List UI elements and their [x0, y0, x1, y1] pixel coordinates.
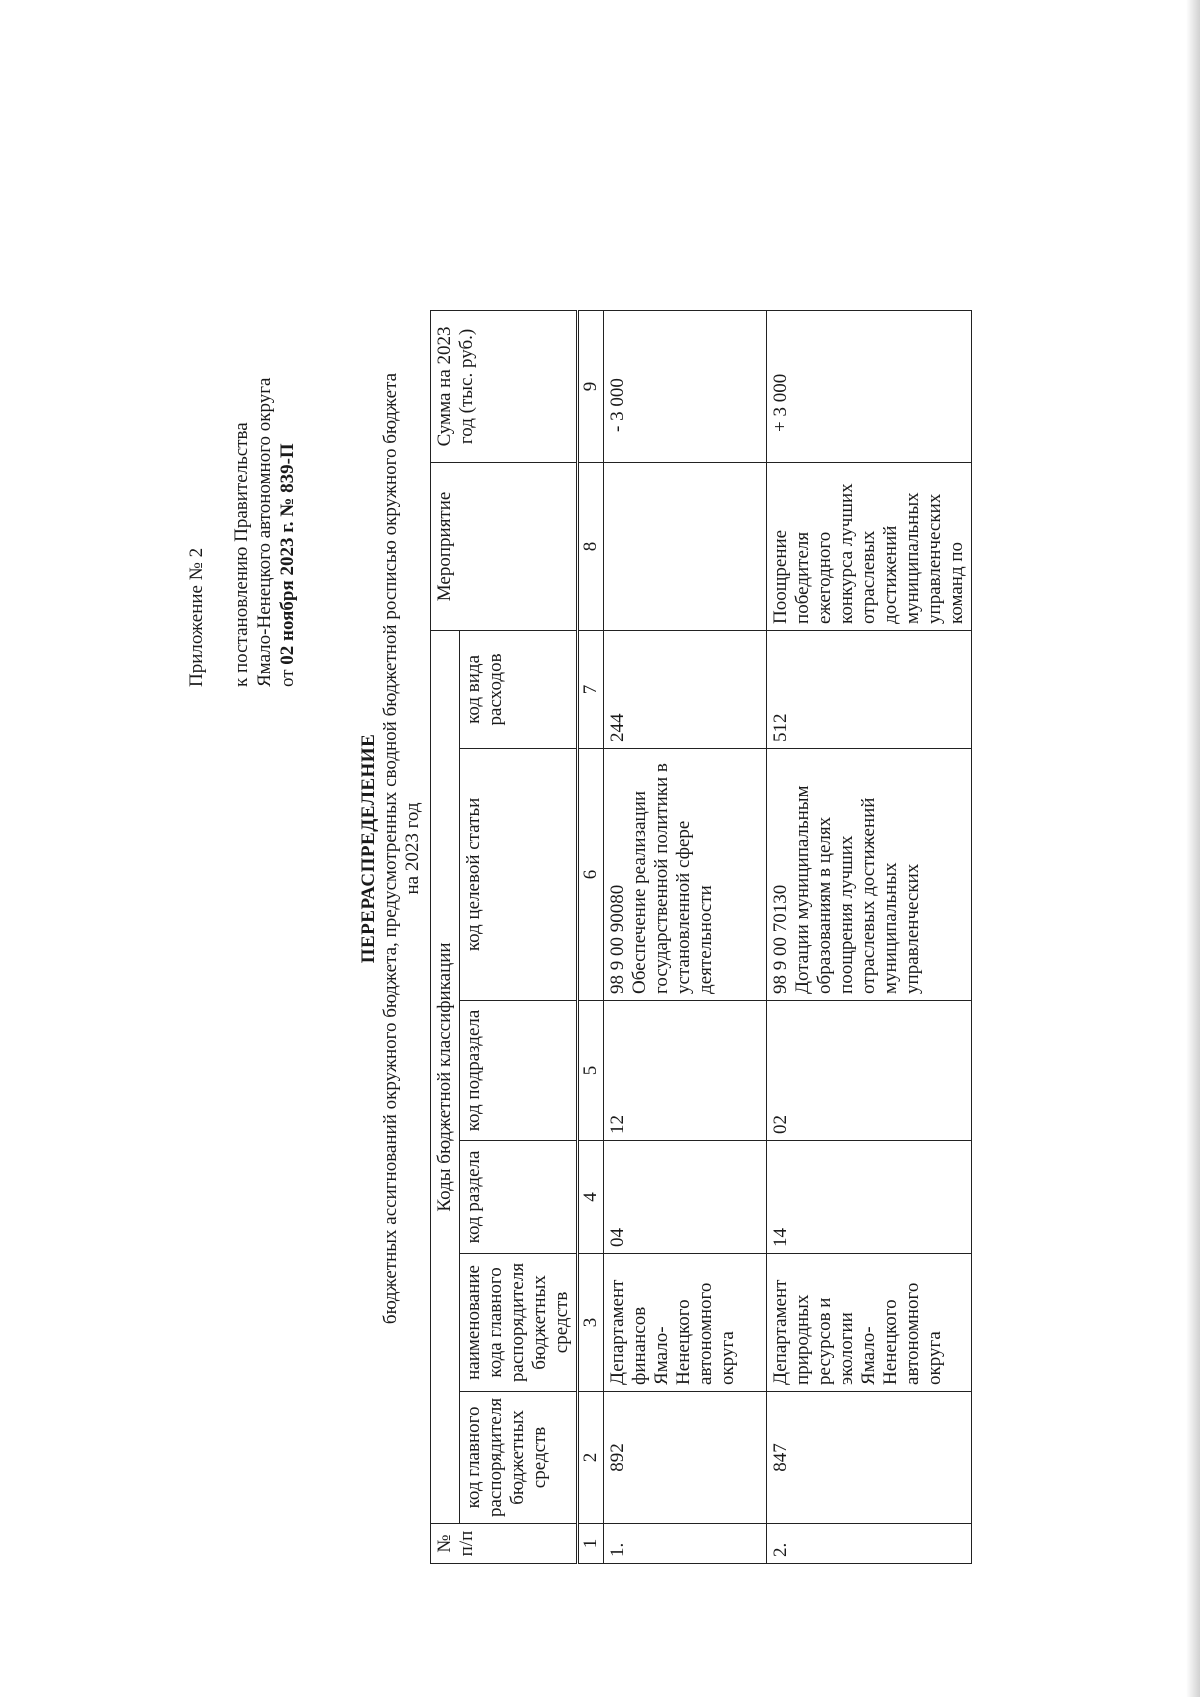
col-number: 6 [578, 748, 604, 1000]
redistribution-table [430, 310, 972, 1564]
col-number: 3 [578, 1253, 604, 1391]
column-number-row [578, 310, 604, 1563]
target-cell [767, 748, 972, 1000]
col-number: 9 [578, 310, 604, 462]
header-activity: Мероприятие [431, 462, 578, 630]
col-number: 7 [578, 630, 604, 748]
header-grbs-name: наименование кода главного распорядителя бюджетных средств [460, 1253, 578, 1391]
header-target: код целевой статьи [460, 748, 578, 1000]
target-code: 98 9 00 70130 [770, 884, 791, 994]
activity-cell: Поощрение победителя ежегодного конкурса лучших отраслевых достижений муниципальных управленческих команд по [767, 462, 972, 630]
col-number: 4 [578, 1140, 604, 1253]
col-number: 5 [578, 1000, 604, 1140]
row-num: 2. [767, 1524, 972, 1564]
table-row [604, 310, 767, 1563]
appendix-region-line: Ямало-Ненецкого автономного округа [254, 377, 275, 687]
appendix-date-prefix: от [277, 669, 298, 687]
grbs-name-cell: Департамент финансов Ямало-Ненецкого автономного округа [604, 1253, 767, 1391]
title-heading: ПЕРЕРАСПРЕДЕЛЕНИЕ [358, 733, 379, 964]
grbs-name-cell: Департамент природных ресурсов и экологии Ямало-Ненецкого автономного округа [767, 1253, 972, 1391]
subsection-cell: 12 [604, 1000, 767, 1140]
appendix-resolution-line: к постановлению Правительства [231, 422, 252, 687]
grbs-code-cell: 892 [604, 1391, 767, 1523]
subsection-cell: 02 [767, 1000, 972, 1140]
amount-cell: - 3 000 [604, 310, 767, 462]
appendix-number: Приложение № 2 [186, 547, 207, 687]
header-row-1 [431, 310, 460, 1563]
target-code: 98 9 00 90080 [607, 884, 628, 994]
section-cell: 14 [767, 1140, 972, 1253]
header-grbs-code: код главного распорядителя бюджетных средств [460, 1391, 578, 1523]
appendix-date-number: 02 ноября 2023 г. № 839-П [277, 443, 298, 665]
col-number: 8 [578, 462, 604, 630]
header-subsection: код подраздела [460, 1000, 578, 1140]
header-codes-group: Коды бюджетной классификации [431, 630, 460, 1523]
row-num: 1. [604, 1524, 767, 1564]
title-subtitle: бюджетных ассигнований окружного бюджета, предусмотренных сводной бюджетной росписью окружного бюджета [380, 372, 401, 1325]
target-name: Обеспечение реализации государственной политики в установленной сфере деятельности [629, 763, 716, 994]
appendix-date-line [276, 378, 299, 688]
header-section: код раздела [460, 1140, 578, 1253]
header-amount: Сумма на 2023 год (тыс. руб.) [431, 310, 578, 462]
target-name: Дотации муниципальным образованиям в целях поощрения лучших отраслевых достижений муниципальных управленческих [792, 785, 923, 994]
section-cell: 04 [604, 1140, 767, 1253]
expense-type-cell: 512 [767, 630, 972, 748]
amount-cell: + 3 000 [767, 310, 972, 462]
target-cell [604, 748, 767, 1000]
table-row [767, 310, 972, 1563]
activity-cell [604, 462, 767, 630]
title-year: на 2023 год [402, 802, 423, 895]
header-num: № п/п [431, 1524, 578, 1564]
col-number: 2 [578, 1391, 604, 1523]
appendix-block [185, 378, 299, 688]
header-expense-type: код вида расходов [460, 630, 578, 748]
grbs-code-cell: 847 [767, 1391, 972, 1523]
col-number: 1 [578, 1524, 604, 1564]
expense-type-cell: 244 [604, 630, 767, 748]
document-title [358, 0, 424, 1697]
